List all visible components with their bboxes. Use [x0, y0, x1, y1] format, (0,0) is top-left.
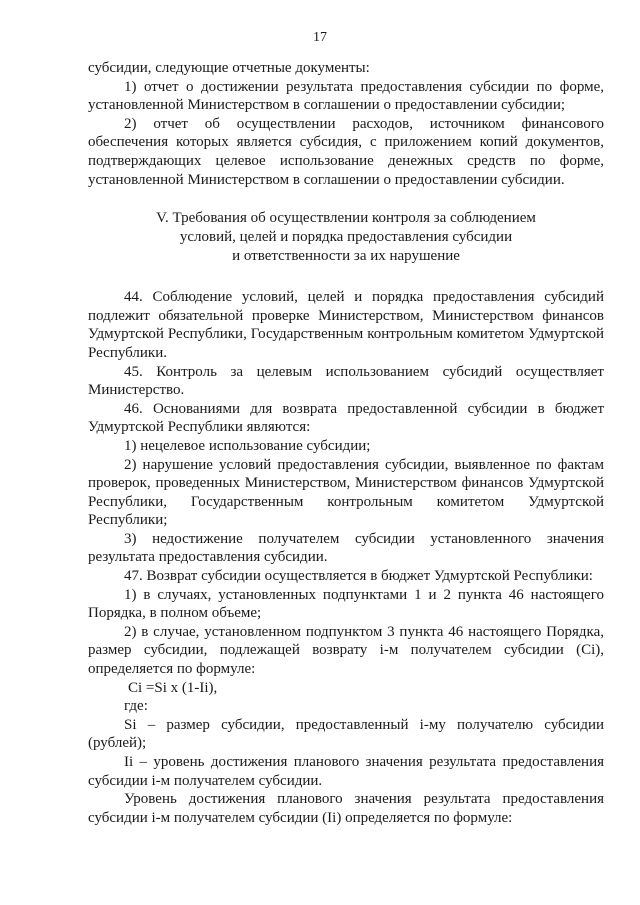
paragraph-47-item-2: 2) в случае, установленном подпунктом 3 пункта 46 настоящего Порядка, размер субсидии, подлежащей возврату i-м получателем субсидии (Ci), определяется по формуле:	[88, 623, 604, 678]
page-number: 17	[313, 30, 327, 45]
paragraph-47-item-1: 1) в случаях, установленных подпунктами 1 и 2 пункта 46 настоящего Порядка, в полном объеме;	[88, 586, 604, 622]
where-label: где:	[124, 698, 148, 715]
paragraph-46-item-1: 1) нецелевое использование субсидии;	[124, 437, 371, 454]
paragraph-44: 44. Соблюдение условий, целей и порядка предоставления субсидий подлежит обязательной проверке Министерством, Министерством финансов Удмуртской Республики, Государственным контрольным комитетом Удмуртской Республики.	[88, 289, 604, 361]
section-heading-line-3: и ответственности за их нарушение	[232, 248, 460, 265]
paragraph-46: 46. Основаниями для возврата предоставленной субсидии в бюджет Удмуртской Республики являются:	[88, 400, 604, 436]
section-heading	[88, 209, 604, 266]
report-item-1: 1) отчет о достижении результата предоставления субсидии по форме, установленной Министерством в соглашении о предоставлении субсидии;	[88, 78, 604, 114]
formula: Ci =Si x (1-Ii),	[128, 679, 218, 696]
section-heading-line-2: условий, целей и порядка предоставления субсидии	[179, 229, 513, 246]
definition-si: Si – размер субсидии, предоставленный i-му получателю субсидии (рублей);	[88, 716, 604, 752]
definition-ii: Ii – уровень достижения планового значения результата предоставления субсидии i-м получателем субсидии.	[88, 754, 604, 789]
paragraph-45: 45. Контроль за целевым использованием субсидий осуществляет Министерство.	[88, 363, 604, 399]
intro-line: субсидии, следующие отчетные документы:	[88, 60, 370, 76]
report-item-2: 2) отчет об осуществлении расходов, источником финансового обеспечения которых является субсидия, с приложением копий документов, подтверждающих целевое использование денежных средств по форме, установленной Министерством в соглашении о предоставлении субсидии.	[88, 115, 604, 188]
section-heading-line-1: V. Требования об осуществлении контроля за соблюдением	[156, 210, 536, 227]
paragraph-46-item-2: 2) нарушение условий предоставления субсидии, выявленное по фактам проверок, проведенных Министерством, Министерством финансов Удмуртской Республики, Государственным контрольным комитетом Удмуртской Республики;	[88, 456, 604, 529]
document-body	[88, 59, 604, 827]
paragraph-47: 47. Возврат субсидии осуществляется в бюджет Удмуртской Республики:	[124, 568, 593, 585]
closing-paragraph: Уровень достижения планового значения результата предоставления субсидии i-м получателем субсидии (Ii) определяется по формуле:	[88, 791, 604, 826]
paragraph-46-item-3: 3) недостижение получателем субсидии установленного значения результата предоставления субсидии.	[88, 530, 604, 566]
